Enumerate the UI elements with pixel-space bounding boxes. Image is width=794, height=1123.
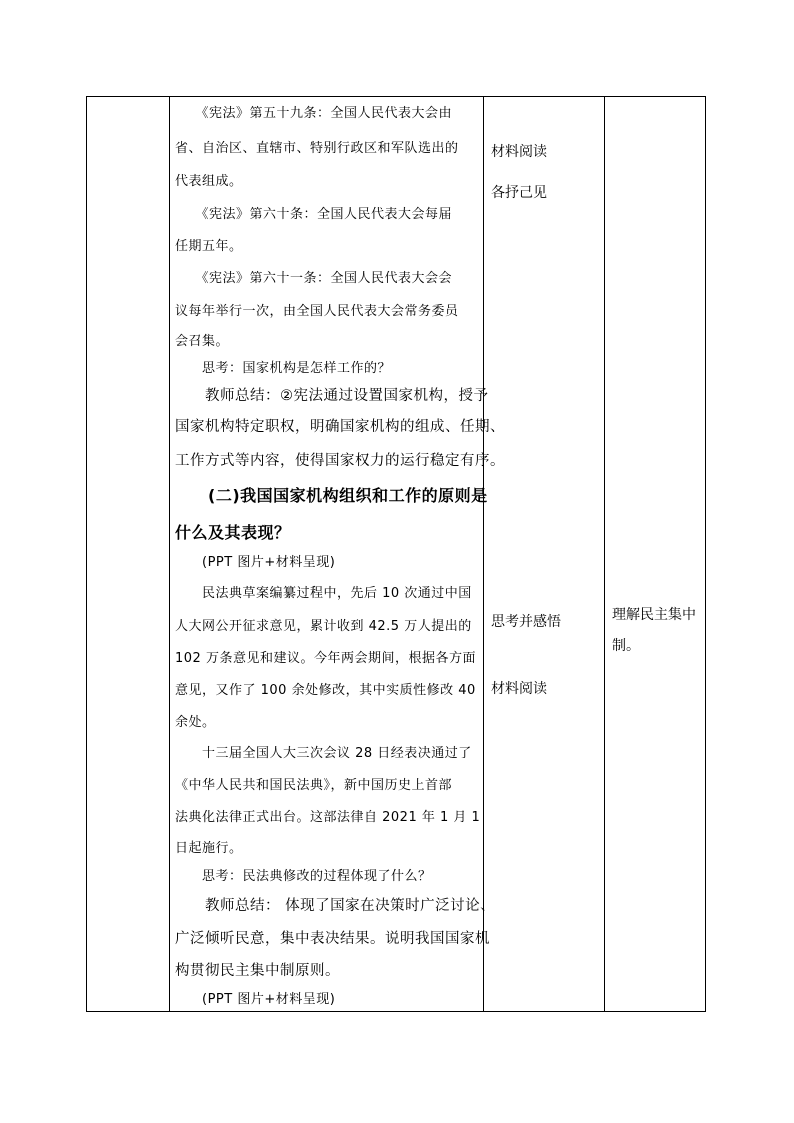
content-line: 议每年举行一次，由全国人民代表大会常务委员: [175, 304, 459, 319]
student-activity-cell: [483, 97, 604, 1011]
activity-item: 各抒己见: [491, 185, 547, 201]
teacher-summary-line: 国家机构特定职权，明确国家机构的组成、任期、: [175, 419, 505, 435]
content-line: 民法典草案编纂过程中，先后 10 次通过中国: [175, 586, 472, 601]
intent-line: 制。: [612, 638, 640, 654]
content-line: 意见，又作了 100 余处修改，其中实质性修改 40: [175, 683, 476, 698]
content-line: 十三届全国人大三次会议 28 日经表决通过了: [175, 746, 472, 761]
ppt-note: (PPT 图片+材料呈现): [175, 992, 336, 1007]
teacher-summary-line: 构贯彻民主集中制原则。: [175, 963, 340, 979]
content-line: 法典化法律正式出台。这部法律自 2021 年 1 月 1: [175, 810, 481, 825]
design-intent-cell: [604, 97, 707, 1011]
content-line: 思考：民法典修改的过程体现了什么？: [175, 869, 432, 884]
content-line: 余处。: [175, 715, 216, 730]
content-line: 《宪法》第五十九条：全国人民代表大会由: [175, 106, 453, 121]
activity-item: 思考并感悟: [491, 614, 561, 630]
lesson-table: [86, 96, 706, 1012]
teacher-summary-line: 工作方式等内容，使得国家权力的运行稳定有序。: [175, 453, 505, 469]
content-line: 102 万条意见和建议。今年两会期间，根据各方面: [175, 651, 476, 666]
content-line: 任期五年。: [175, 239, 243, 254]
content-line: 代表组成。: [175, 174, 243, 189]
teacher-summary-line: 教师总结： 体现了国家在决策时广泛讨论、: [175, 898, 496, 914]
section-heading: 什么及其表现？: [175, 523, 291, 542]
content-line: 《中华人民共和国民法典》，新中国历史上首部: [175, 778, 453, 793]
content-line: 《宪法》第六十一条：全国人民代表大会会: [175, 271, 453, 286]
ppt-note: (PPT 图片+材料呈现): [175, 555, 336, 570]
content-line: 省、自治区、直辖市、特别行政区和军队选出的: [175, 141, 459, 156]
activity-item: 材料阅读: [491, 144, 547, 160]
teaching-content-cell: [169, 97, 505, 1011]
content-line: 会召集。: [175, 334, 230, 349]
teacher-summary-line: 教师总结：②宪法通过设置国家机构，授予: [175, 388, 489, 404]
content-line: 《宪法》第六十条：全国人民代表大会每届: [175, 207, 453, 222]
content-line: 人大网公开征求意见，累计收到 42.5 万人提出的: [175, 619, 472, 634]
section-heading: (二)我国国家机构组织和工作的原则是: [175, 486, 488, 505]
teacher-summary-line: 广泛倾听民意，集中表决结果。说明我国国家机: [175, 931, 490, 947]
activity-item: 材料阅读: [491, 681, 547, 697]
content-line: 日起施行。: [175, 841, 243, 856]
empty-first-column: [87, 97, 169, 1011]
intent-line: 理解民主集中: [612, 607, 696, 623]
content-line: 思考：国家机构是怎样工作的？: [175, 361, 392, 376]
